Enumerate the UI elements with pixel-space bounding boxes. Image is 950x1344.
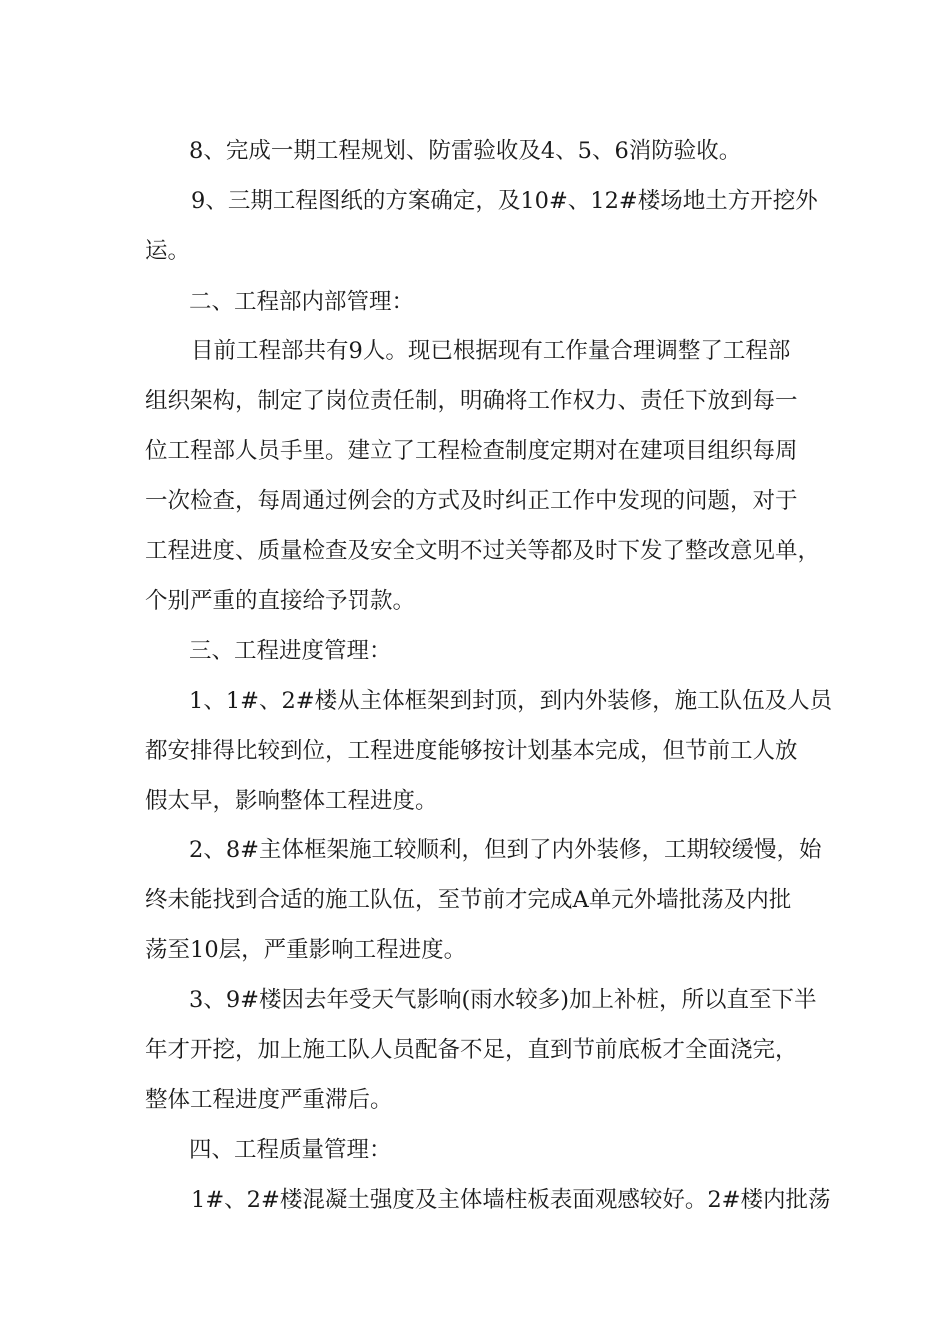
paragraph-line: 目前工程部共有9人。现已根据现有工作量合理调整了工程部 [191, 338, 791, 364]
list-item-1: 1、1#、2#楼从主体框架到封顶，到内外装修，施工队伍及人员 [189, 688, 833, 714]
paragraph-line: 工程进度、质量检查及安全文明不过关等都及时下发了整改意见单， [145, 538, 821, 564]
list-item-3: 3、9#楼因去年受天气影响(雨水较多)加上补桩，所以直至下半 [189, 987, 817, 1013]
section-heading-2: 二、工程部内部管理： [189, 289, 415, 315]
paragraph-line: 整体工程进度严重滞后。 [145, 1087, 393, 1113]
paragraph-line: 组织架构，制定了岗位责任制，明确将工作权力、责任下放到每一 [145, 388, 798, 414]
list-item-8: 8、完成一期工程规划、防雷验收及4、5、6消防验收。 [189, 138, 742, 164]
paragraph-line: 个别严重的直接给予罚款。 [145, 588, 416, 614]
section-heading-4: 四、工程质量管理： [189, 1137, 392, 1163]
paragraph-line: 1#、2#楼混凝土强度及主体墙柱板表面观感较好。2#楼内批荡 [191, 1187, 831, 1213]
paragraph-line: 一次检查，每周通过例会的方式及时纠正工作中发现的问题，对于 [145, 488, 798, 514]
paragraph-line: 都安排得比较到位，工程进度能够按计划基本完成，但节前工人放 [145, 738, 798, 764]
paragraph-line: 位工程部人员手里。建立了工程检查制度定期对在建项目组织每周 [145, 438, 798, 464]
list-item-9: 9、三期工程图纸的方案确定，及10#、12#楼场地土方开挖外 [191, 188, 818, 214]
paragraph-line: 年才开挖，加上施工队人员配备不足，直到节前底板才全面浇完， [145, 1037, 798, 1063]
list-item-2: 2、8#主体框架施工较顺利，但到了内外装修，工期较缓慢，始 [189, 837, 822, 863]
paragraph-line: 假太早，影响整体工程进度。 [145, 788, 438, 814]
paragraph-line: 运。 [145, 238, 191, 264]
paragraph-line: 荡至10层，严重影响工程进度。 [145, 937, 467, 963]
section-heading-3: 三、工程进度管理： [189, 638, 392, 664]
paragraph-line: 终未能找到合适的施工队伍，至节前才完成A单元外墙批荡及内批 [145, 887, 792, 913]
